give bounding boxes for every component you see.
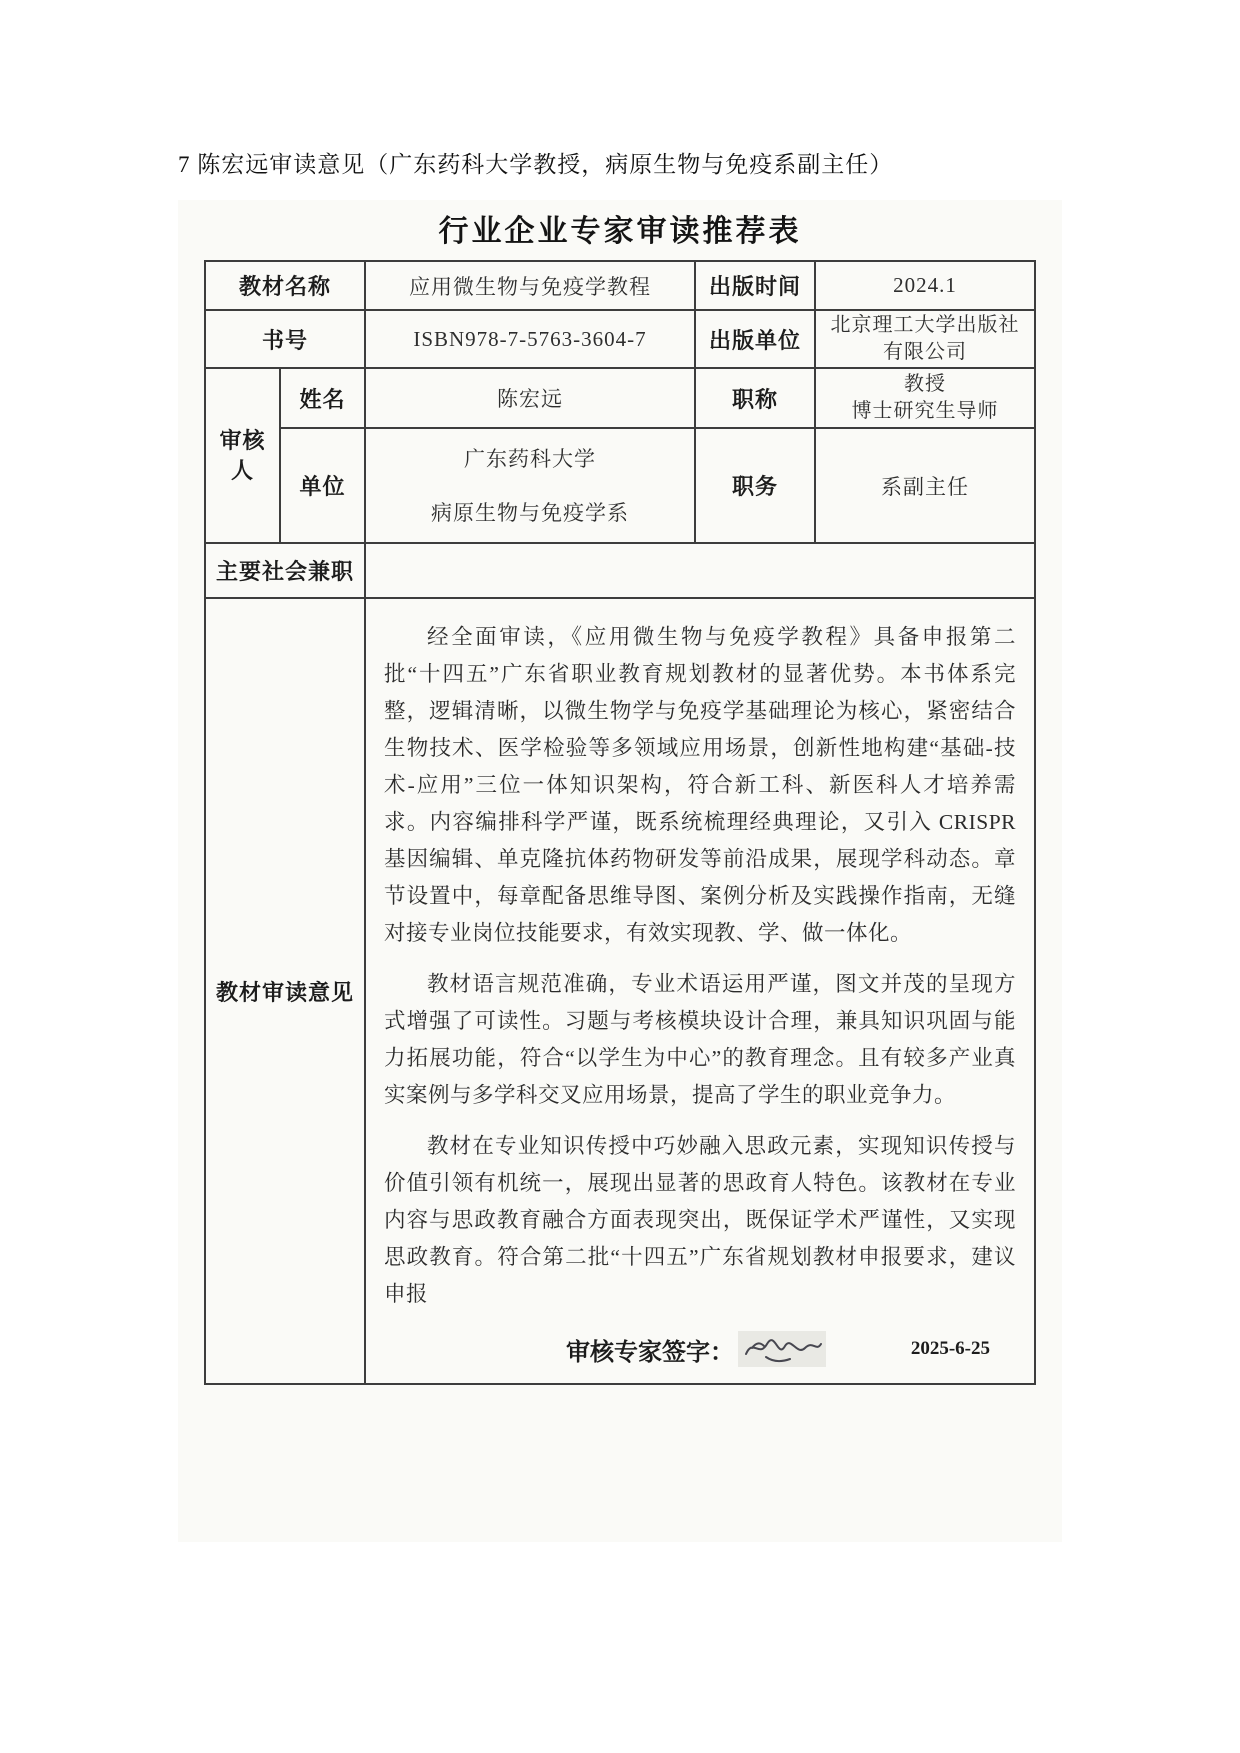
reviewer-label-line-2: 人 (230, 457, 254, 483)
unit-line-2: 病原生物与免疫学系 (431, 500, 629, 525)
unit-value (365, 428, 695, 543)
publish-time-value: 2024.1 (815, 261, 1035, 310)
page-heading: 7 陈宏远审读意见（广东药科大学教授，病原生物与免疫系副主任） (178, 152, 894, 177)
opinion-label: 教材审读意见 (205, 598, 365, 1384)
unit-line-1: 广东药科大学 (464, 446, 596, 471)
opinion-text-cell (365, 598, 1035, 1384)
title-line-1: 教授 (904, 373, 946, 395)
reviewer-label-line-1: 审核 (219, 427, 266, 453)
scanned-form (178, 200, 1062, 1542)
signature-date: 2025-6-25 (910, 1338, 990, 1359)
position-value: 系副主任 (815, 428, 1035, 543)
publish-time-label: 出版时间 (695, 261, 815, 310)
title-line-2: 博士研究生导师 (851, 400, 999, 422)
row-reviewer-name (205, 368, 1035, 428)
row-isbn (205, 310, 1035, 368)
publisher-line-2: 有限公司 (883, 341, 967, 363)
name-value: 陈宏远 (365, 368, 695, 428)
opinion-paragraph-1: 经全面审读，《应用微生物与免疫学教程》具备申报第二批“十四五”广东省职业教育规划教材的显著优势。本书体系完整，逻辑清晰，以微生物学与免疫学基础理论为核心，紧密结合生物技术、医学检验等多领域应用场景，创新性地构建“基础-技术-应用”三位一体知识架构，符合新工科、新医科人才培养需求。内容编排科学严谨，既系统梳理经典理论，又引入 CRISPR 基因编辑、单克隆抗体药物研发等前沿成果，展现学科动态。章节设置中，每章配备思维导图、案例分析及实践操作指南，无缝对接专业岗位技能要求，有效实现教、学、做一体化。 (384, 625, 1016, 945)
signature-label: 审核专家签字： (566, 1338, 734, 1366)
publisher-line-1: 北京理工大学出版社 (830, 314, 1020, 336)
opinion-paragraph-3: 教材在专业知识传授中巧妙融入思政元素，实现知识传授与价值引领有机统一，展现出显著的思政育人特色。该教材在专业内容与思政教育融合方面表现突出，既保证学术严谨性，又实现思政教育。符合第二批“十四五”广东省规划教材申报要求，建议申报 (384, 1134, 1016, 1306)
review-form-table (204, 260, 1036, 1385)
unit-label: 单位 (280, 428, 365, 543)
signature-row (384, 1331, 1016, 1367)
isbn-value: ISBN978-7-5763-3604-7 (365, 310, 695, 368)
reviewer-label (205, 368, 280, 543)
publisher-label: 出版单位 (695, 310, 815, 368)
row-review-opinion (205, 598, 1035, 1384)
signature-image (738, 1331, 826, 1367)
row-textbook-name (205, 261, 1035, 310)
textbook-name-label: 教材名称 (205, 261, 365, 310)
title-value (815, 368, 1035, 428)
form-title: 行业企业专家审读推荐表 (438, 215, 802, 248)
isbn-label: 书号 (205, 310, 365, 368)
name-label: 姓名 (280, 368, 365, 428)
row-reviewer-unit (205, 428, 1035, 543)
row-social-roles (205, 543, 1035, 598)
title-label: 职称 (695, 368, 815, 428)
social-roles-label: 主要社会兼职 (205, 543, 365, 598)
position-label: 职务 (695, 428, 815, 543)
textbook-name-value: 应用微生物与免疫学教程 (365, 261, 695, 310)
opinion-paragraph-2: 教材语言规范准确，专业术语运用严谨，图文并茂的呈现方式增强了可读性。习题与考核模块设计合理，兼具知识巩固与能力拓展功能，符合“以学生为中心”的教育理念。且有较多产业真实案例与多学科交叉应用场景，提高了学生的职业竞争力。 (384, 972, 1016, 1107)
social-roles-value (365, 543, 1035, 598)
publisher-value (815, 310, 1035, 368)
